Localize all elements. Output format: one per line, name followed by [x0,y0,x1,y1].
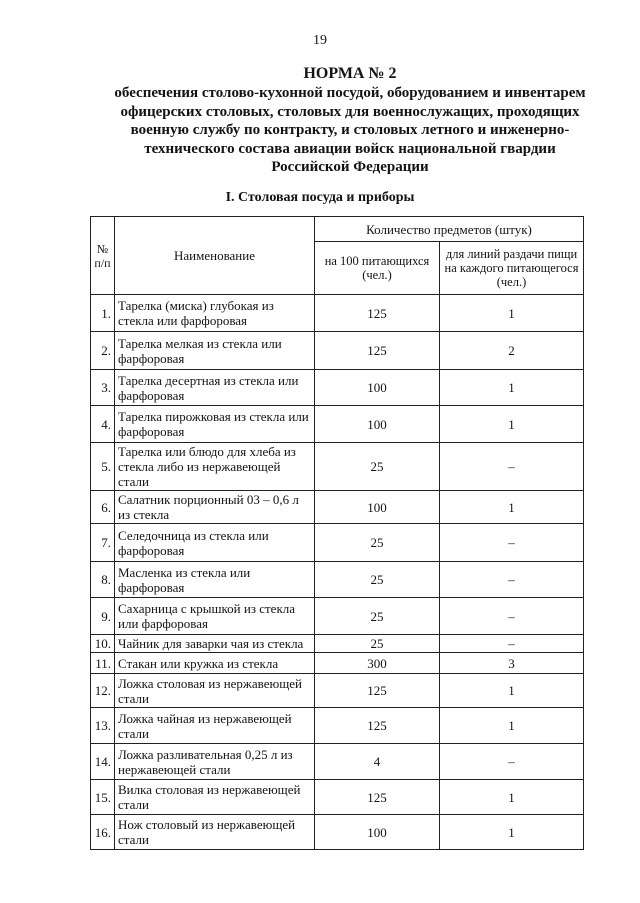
qty-per-100: 125 [315,332,440,370]
qty-per-100: 300 [315,653,440,674]
qty-per-100: 25 [315,562,440,598]
row-number: 14. [91,744,115,780]
table-row [91,443,584,491]
qty-per-line: 1 [440,370,584,406]
qty-per-line: – [440,744,584,780]
qty-per-100: 100 [315,491,440,524]
item-name: Тарелка или блюдо для хлеба из стекла либо из нержавеющей стали [115,443,315,491]
qty-per-100: 4 [315,744,440,780]
qty-per-100: 100 [315,815,440,850]
row-number: 7. [91,524,115,562]
subtitle-line: Российской Федерации [271,159,429,175]
qty-per-line: – [440,443,584,491]
qty-per-100: 125 [315,780,440,815]
table-row [91,708,584,744]
qty-per-line: – [440,562,584,598]
qty-per-100: 25 [315,635,440,653]
qty-per-line: 1 [440,780,584,815]
table-row [91,780,584,815]
qty-per-line: – [440,524,584,562]
norm-table [90,216,584,850]
qty-per-line: 1 [440,491,584,524]
row-number: 4. [91,406,115,443]
table-row [91,674,584,708]
qty-per-line: 1 [440,815,584,850]
item-name: Селедочница из стекла или фарфоровая [115,524,315,562]
item-name: Масленка из стекла или фарфоровая [115,562,315,598]
subtitle-line: технического состава авиации войск национальной гвардии [144,140,556,157]
item-name: Ложка разливательная 0,25 л из нержавеющей стали [115,744,315,780]
header-per-line: для линий раздачи пищи на каждого питающегося (чел.) [440,242,584,295]
row-number: 6. [91,491,115,524]
item-name: Ложка столовая из нержавеющей стали [115,674,315,708]
qty-per-100: 25 [315,443,440,491]
table-row [91,491,584,524]
item-name: Вилка столовая из нержавеющей стали [115,780,315,815]
qty-per-line: 3 [440,653,584,674]
header-per-100: на 100 питающихся (чел.) [315,242,440,295]
qty-per-100: 100 [315,370,440,406]
table-row [91,598,584,635]
qty-per-line: – [440,598,584,635]
qty-per-100: 125 [315,295,440,332]
table-row [91,815,584,850]
qty-per-line: 1 [440,295,584,332]
row-number: 8. [91,562,115,598]
row-number: 13. [91,708,115,744]
item-name: Тарелка пирожковая из стекла или фарфоровая [115,406,315,443]
row-number: 11. [91,653,115,674]
qty-per-line: – [440,635,584,653]
table-row [91,332,584,370]
row-number: 10. [91,635,115,653]
table-row [91,653,584,674]
item-name: Чайник для заварки чая из стекла [115,635,315,653]
qty-per-100: 25 [315,598,440,635]
subtitle-line: военную службу по контракту, и столовых летного и инженерно- [130,122,570,138]
qty-per-line: 1 [440,406,584,443]
row-number: 1. [91,295,115,332]
item-name: Тарелка десертная из стекла или фарфоровая [115,370,315,406]
table-row [91,295,584,332]
qty-per-100: 25 [315,524,440,562]
item-name: Стакан или кружка из стекла [115,653,315,674]
header-name: Наименование [115,217,315,295]
item-name: Сахарница с крышкой из стекла или фарфоровая [115,598,315,635]
qty-per-line: 1 [440,708,584,744]
item-name: Тарелка (миска) глубокая из стекла или фарфоровая [115,295,315,332]
qty-per-line: 2 [440,332,584,370]
table-row [91,524,584,562]
table-header-row [91,217,584,242]
row-number: 9. [91,598,115,635]
item-name: Нож столовый из нержавеющей стали [115,815,315,850]
table-body [91,295,584,850]
subtitle-line: обеспечения столово-кухонной посудой, оборудованием и инвентарем [114,85,586,101]
row-number: 2. [91,332,115,370]
row-number: 15. [91,780,115,815]
item-name: Тарелка мелкая из стекла или фарфоровая [115,332,315,370]
qty-per-100: 100 [315,406,440,443]
table-row [91,370,584,406]
row-number: 12. [91,674,115,708]
row-number: 5. [91,443,115,491]
section-heading: I. Столовая посуда и приборы [225,190,415,205]
qty-per-100: 125 [315,674,440,708]
header-quantity: Количество предметов (штук) [315,217,584,242]
row-number: 16. [91,815,115,850]
document-title: НОРМА № 2 [303,65,397,82]
row-number: 3. [91,370,115,406]
page-number: 19 [313,33,327,48]
table-row [91,744,584,780]
title-block [40,64,640,177]
table-row [91,635,584,653]
item-name: Ложка чайная из нержавеющей стали [115,708,315,744]
header-number: № п/п [91,217,115,295]
subtitle-line: офицерских столовых, столовых для военнослужащих, проходящих [120,103,580,120]
item-name: Салатник порционный 03 – 0,6 л из стекла [115,491,315,524]
qty-per-line: 1 [440,674,584,708]
table-row [91,406,584,443]
qty-per-100: 125 [315,708,440,744]
table-row [91,562,584,598]
